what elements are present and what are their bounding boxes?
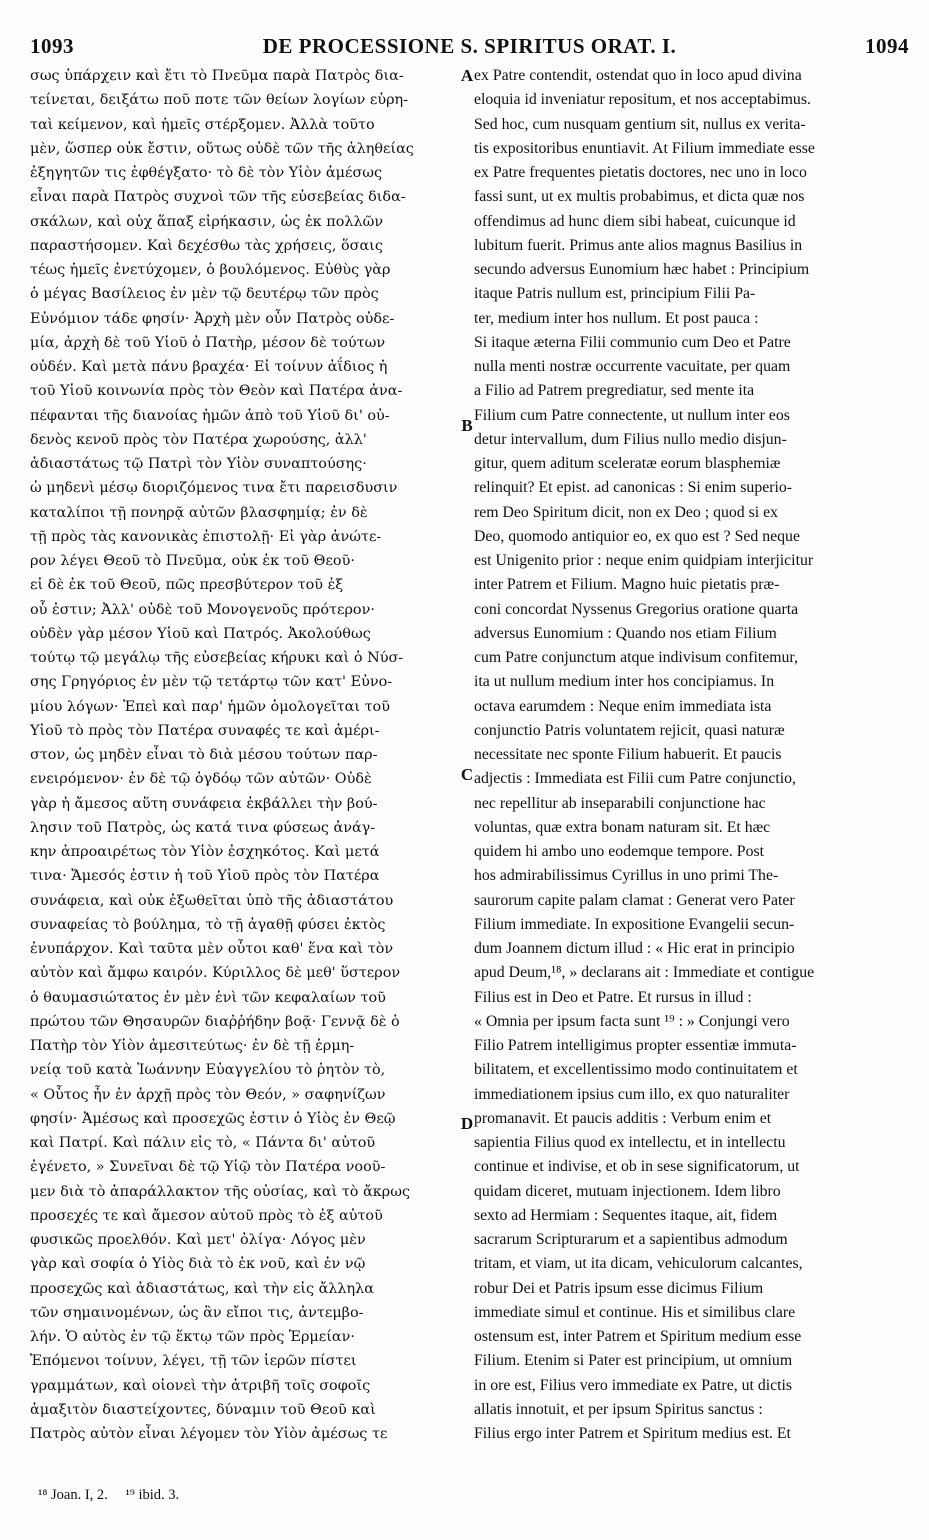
- latin-text-line: Filium immediate. In expositione Evangelii secun-: [474, 915, 795, 933]
- latin-text-line: quidam diceret, mutuam injectionem. Idem libro: [474, 1182, 781, 1200]
- page-number-right: 1094: [865, 34, 909, 58]
- greek-text-line: εἰ δὲ ἐκ τοῦ Θεοῦ, πῶς πρεσβύτερον τοῦ ἐξ: [30, 577, 344, 594]
- latin-text-line: immediate simul et continue. His et similibus clare: [474, 1303, 796, 1321]
- greek-text-line: τείνεται, δειξάτω ποῦ ποτε τῶν θείων λογίων εὑρη-: [30, 92, 409, 109]
- latin-text-line: sexto ad Hermiam : Sequentes itaque, ait, fidem: [474, 1206, 778, 1224]
- latin-text-line: apud Deum,¹⁸, » declarans ait : Immediate et contigue: [474, 964, 815, 982]
- greek-text-line: τῶν σημαινομένων, ὡς ἂν εἴποι τις, ἀντεμβο-: [30, 1304, 364, 1321]
- greek-text-line: προσεχῶς καὶ ἀδιαστάτως, καὶ τὴν εἰς ἄλληλα: [30, 1280, 375, 1297]
- latin-text-line: in ore est, Filius vero immediate ex Patre, ut dictis: [474, 1376, 793, 1394]
- greek-text-line: μίου λόγων· Ἐπεὶ καὶ παρ' ἡμῶν ὁμολογεῖται τοῦ: [30, 698, 390, 715]
- greek-text-line: συναφείας τὸ βούλημα, τὸ τῇ ἀγαθῇ φύσει ἐκτὸς: [30, 916, 386, 933]
- greek-text-line: τούτῳ τῷ μεγάλῳ τῆς εὐσεβείας κήρυκι καὶ ὁ Νύσ-: [30, 650, 404, 666]
- latin-text-line: ex Patre contendit, ostendat quo in loco apud divina: [474, 67, 802, 84]
- greek-text-line: εἶναι παρὰ Πατρὸς συχνοὶ τῶν τῆς εὐσεβείας διδα-: [30, 189, 406, 206]
- latin-text-line: allatis innotuit, et per ipsum Spiritus sanctus :: [474, 1400, 763, 1418]
- latin-text-line: Deo, quomodo antiquior eo, ex quo est ? Sed neque: [474, 527, 800, 545]
- latin-text-line: bilitatem, et excellentissimo modo continuitatem et: [474, 1061, 798, 1079]
- greek-text-line: Εὐνόμιον τάδε φησίν· Ἀρχὴ μὲν οὖν Πατρὸς οὐδε-: [30, 310, 395, 327]
- latin-text-line: Filium. Etenim si Pater est principium, ut omnium: [474, 1352, 793, 1370]
- greek-text-line: φυσικῶς προελθόν. Καὶ μετ' ὀλίγα· Λόγος μὲν: [30, 1232, 366, 1248]
- greek-text-line: τοῦ Υἱοῦ κοινωνία πρὸς τὸν Θεὸν καὶ Πατέρα ἀνα-: [30, 383, 403, 400]
- greek-text-line: σης Γρηγόριος ἐν μὲν τῷ τετάρτῳ τῶν κατ' Εὐνο-: [30, 674, 393, 691]
- latin-text-line: saurorum capite palam clamat : Generat vero Pater: [474, 891, 795, 909]
- greek-text-line: ὁ θαυμασιώτατος ἐν μὲν ἑνὶ τῶν κεφαλαίων τοῦ: [30, 989, 386, 1006]
- footnotes: [38, 1487, 193, 1504]
- latin-text-line: ex Patre frequentes pietatis doctores, nec uno in loco: [474, 164, 807, 181]
- greek-text-line: ἐνυπάρχον. Καὶ ταῦτα μὲν οὗτοι καθ' ἕνα καὶ τὸν: [30, 941, 394, 957]
- greek-text-line: ενειρόμενον· ἐν δὲ τῷ ὀγδόῳ τῶν αὐτῶν· Οὐδὲ: [30, 771, 372, 788]
- greek-text-line: συνάφεια, καὶ οὐκ ἐξωθεῖται ὑπὸ τῆς ἀδιαστάτου: [30, 892, 394, 909]
- greek-text-line: προσεχές τε καὶ ἄμεσον αὐτοῦ πρὸς τὸ ἐξ αὐτοῦ: [30, 1207, 383, 1224]
- latin-text-line: detur intervallum, dum Filius nullo medio disjun-: [474, 430, 787, 448]
- greek-text-line: κην ἀπροαιρέτως τὸν Υἱὸν ἐσχηκότος. Καὶ μετά: [30, 844, 380, 860]
- greek-text-line: ὡ μηδενὶ μέσῳ διοριζόμενος τινα ἔτι παρεισδυσιν: [30, 480, 398, 497]
- latin-text-line: octava earumdem : Neque enim immediata ista: [474, 697, 772, 715]
- latin-text-line: fassi sunt, ut ex multis probabimus, et dicta quæ nos: [474, 188, 805, 206]
- running-title: DE PROCESSIONE S. SPIRITUS ORAT. I.: [262, 34, 677, 58]
- greek-text-line: οὐδὲν γὰρ μέσον Υἱοῦ καὶ Πατρός. Ἀκολούθως: [30, 625, 371, 642]
- latin-text-line: tritam, et viam, ut ita dicam, vehiculorum calcantes,: [474, 1255, 803, 1273]
- greek-text-line: δενὸς κενοῦ πρὸς τὸν Πατέρα χωρούσης, ἀλλ': [30, 431, 367, 448]
- latin-text-line: tis expositoribus enuntiavit. At Filium immediate esse: [474, 139, 815, 157]
- latin-text-line: voluntas, quæ extra bonam naturam sit. Et hæc: [474, 818, 771, 836]
- latin-text-line: adjectis : Immediata est Filii cum Patre conjunctio,: [474, 770, 797, 788]
- latin-text-line: continue et indivise, et ob in sese significatorum, ut: [474, 1158, 800, 1176]
- latin-text-line: rem Deo Spiritum dicit, non ex Deo ; quod si ex: [474, 503, 779, 521]
- greek-text-line: νείᾳ τοῦ κατὰ Ἰωάννην Εὐαγγελίου τὸ ῥητὸν τὸ,: [30, 1062, 386, 1079]
- greek-text-line: οὐδέν. Καὶ μετὰ πάνυ βραχέα· Εἰ τοίνυν ἀΐδιος ἡ: [30, 359, 388, 375]
- latin-text-line: nec repellitur ab inseparabili conjunctione hac: [474, 794, 766, 812]
- greek-text-line: πρώτου τῶν Θησαυρῶν διαῤῥήδην βοᾷ· Γεννᾷ δὲ ὁ: [30, 1013, 400, 1030]
- greek-text-line: φησίν· Ἀμέσως καὶ προσεχῶς ἐστιν ὁ Υἱὸς ἐν Θεῷ: [30, 1110, 396, 1127]
- latin-text-line: lubitum fuerit. Primus ante alios magnus Basilius in: [474, 236, 803, 254]
- latin-text-line: adversus Eunomium : Quando nos etiam Filium: [474, 624, 777, 642]
- greek-text-line: ἁμαξιτὸν διαστείχοντες, δύναμιν τοῦ Θεοῦ καὶ: [30, 1401, 376, 1418]
- greek-text-line: μία, ἀρχὴ δὲ τοῦ Υἱοῦ ὁ Πατὴρ, μέσον δὲ τούτων: [30, 334, 386, 351]
- latin-text-line: Filium cum Patre connectente, ut nullum inter eos: [474, 406, 790, 424]
- greek-text-line: « Οὗτος ἦν ἐν ἀρχῇ πρὸς τὸν Θεόν, » σαφηνίζων: [30, 1086, 386, 1103]
- greek-text-line: γὰρ καὶ σοφία ὁ Υἱὸς διὰ τὸ ἐκ νοῦ, καὶ ἐν νῷ: [30, 1256, 366, 1273]
- latin-text-line: necessitate nec sponte Filium habuerit. Et paucis: [474, 746, 782, 763]
- greek-text-line: γὰρ ἡ ἄμεσος αὕτη συνάφεια ἐκβάλλει τὴν βού-: [30, 795, 378, 812]
- page-header: [30, 34, 909, 60]
- greek-text-line: ἐγένετο, » Συνεῖναι δὲ τῷ Υἱῷ τὸν Πατέρα νοοῦ-: [30, 1159, 386, 1176]
- latin-text-line: ostensum est, inter Patrem et Spiritum medium esse: [474, 1328, 802, 1345]
- latin-text-line: eloquia id inveniatur repositum, et nos acceptabimus.: [474, 91, 811, 109]
- latin-text-column: [474, 64, 912, 1454]
- latin-text-line: coni concordat Nyssenus Gregorius oratione quarta: [474, 600, 799, 618]
- footnote-19: ¹⁹ ibid. 3.: [125, 1487, 180, 1503]
- greek-text-line: Υἱοῦ τὸ πρὸς τὸν Πατέρα συναφές τε καὶ ἀμέρι-: [30, 722, 380, 739]
- latin-text-line: sapientia Filius quod ex intellectu, et in intellectu: [474, 1134, 786, 1151]
- latin-text-line: ita ut nullum medium inter hos concipiamus. In: [474, 673, 775, 691]
- greek-text-line: Ἑπόμενοι τοίνυν, λέγει, τῇ τῶν ἱερῶν πίστει: [30, 1353, 357, 1370]
- page-number-left: 1093: [30, 34, 74, 58]
- greek-text-line: Πατρὸς αὐτὸν εἶναι λέγομεν τὸν Υἱὸν ἀμέσως τε: [30, 1426, 388, 1442]
- greek-text-line: παραστήσομεν. Καὶ δεχέσθω τὰς χρήσεις, ὅσαις: [30, 237, 383, 254]
- latin-text-line: nulla menti nostræ occurrente vacuitate, per quam: [474, 358, 791, 375]
- latin-text-line: Filius est in Deo et Patre. Et rursus in illud :: [474, 988, 752, 1006]
- latin-text-line: Filio Patrem intelligimus propter essentiæ immuta-: [474, 1037, 797, 1054]
- latin-text-line: immediationem ipsius cum illo, ex quo naturaliter: [474, 1085, 790, 1103]
- latin-text-line: dum Joannem dictum illud : « Hic erat in principio: [474, 940, 795, 957]
- greek-text-line: μεν διὰ τὸ ἀπαράλλακτον τῆς οὐσίας, καὶ τὸ ἄκρως: [30, 1183, 411, 1200]
- greek-text-line: μὲν, ὥσπερ οὐκ ἔστιν, οὕτως οὐδὲ τῶν τῆς ἀληθείας: [30, 140, 414, 157]
- greek-text-line: γραμμάτων, καὶ οἱονεὶ τὴν ἀτριβῆ τοῖς σοφοῖς: [30, 1377, 371, 1394]
- latin-text-line: Si itaque æterna Filii communio cum Deo et Patre: [474, 333, 791, 351]
- section-marker-a: A: [460, 66, 474, 85]
- greek-text-line: τέως ἡμεῖς ἐνετύχομεν, ὁ βουλόμενος. Εὐθὺς γὰρ: [30, 262, 391, 278]
- greek-text-line: λήν. Ὁ αὐτὸς ἐν τῷ ἕκτῳ τῶν πρὸς Ἑρμείαν·: [30, 1329, 355, 1345]
- latin-text-line: gitur, quem aditum sceleratæ eorum blasphemiæ: [474, 455, 781, 472]
- latin-text-line: inter Patrem et Filium. Magno huic pietatis præ-: [474, 576, 780, 594]
- latin-text-line: promanavit. Et paucis additis : Verbum enim et: [474, 1109, 772, 1127]
- greek-text-line: σως ὑπάρχειν καὶ ἔτι τὸ Πνεῦμα παρὰ Πατρὸς δια-: [30, 68, 404, 84]
- latin-text-line: « Omnia per ipsum facta sunt ¹⁹ : » Conjungi vero: [474, 1012, 790, 1030]
- greek-text-line: Πατὴρ τὸν Υἱὸν ἀμεσιτεύτως· ἐν δὲ τῇ ἑρμη-: [30, 1038, 355, 1054]
- greek-text-line: τινα· Ἄμεσός ἐστιν ἡ τοῦ Υἱοῦ πρὸς τὸν Πατέρα: [30, 868, 380, 885]
- footnote-18: ¹⁸ Joan. I, 2.: [38, 1487, 108, 1503]
- greek-text-line: καὶ Πατρί. Καὶ πάλιν εἰς τὸ, « Πάντα δι' αὐτοῦ: [30, 1135, 376, 1151]
- latin-text-line: hos admirabilissimus Cyrillus in uno primi The-: [474, 867, 779, 885]
- greek-text-line: τῇ πρὸς τὰς κανονικὰς ἐπιστολῇ· Εἰ γὰρ ἀνώτε-: [30, 528, 382, 545]
- greek-text-line: ἀδιαστάτως τῷ Πατρὶ τὸν Υἱὸν συναπτούσης·: [30, 456, 367, 472]
- latin-text-line: Sed hoc, cum nusquam gentium sit, nullus ex verita-: [474, 115, 806, 133]
- greek-text-line: αὐτὸν καὶ ἄμφω καιρόν. Κύριλλος δὲ μεθ' ὕστερον: [30, 965, 401, 982]
- latin-text-line: sacrarum Scripturarum et a sapientibus admodum: [474, 1231, 788, 1248]
- greek-text-line: στον, ὡς μηδὲν εἶναι τὸ διὰ μέσου τούτων παρ-: [30, 747, 378, 763]
- latin-text-line: conjunctio Patris voluntatem rejicit, quasi naturæ: [474, 721, 785, 739]
- greek-text-line: λησιν τοῦ Πατρὸς, ὡς κατά τινα φύσεως ἀνάγ-: [30, 819, 376, 836]
- greek-text-column: [30, 64, 458, 1454]
- latin-text-line: robur Dei et Patris ipsum esse dicimus Filium: [474, 1279, 764, 1297]
- latin-text-line: itaque Patris nullum est, principium Filii Pa-: [474, 285, 756, 303]
- latin-text-line: a Filio ad Patrem pregrediatur, sed mente ita: [474, 382, 755, 400]
- latin-text-line: ter, medium inter hos nullum. Et post pauca :: [474, 309, 759, 327]
- latin-text-line: est Unigenito prior : neque enim quidpiam interjicitur: [474, 552, 814, 569]
- greek-text-line: ρον λέγει Θεοῦ τὸ Πνεῦμα, οὐκ ἐκ τοῦ Θεοῦ·: [30, 553, 355, 569]
- greek-text-line: ὁ μέγας Βασίλειος ἐν μὲν τῷ δευτέρῳ τῶν πρὸς: [30, 286, 379, 303]
- greek-text-line: σκάλων, καὶ οὐχ ἅπαξ εἰρήκασιν, ὡς ἐκ πολλῶν: [30, 213, 384, 230]
- greek-text-line: πέφανται τῆς διανοίας ἡμῶν ἀπὸ τοῦ Υἱοῦ δι' οὐ-: [30, 407, 390, 424]
- section-marker-b: B: [461, 416, 473, 435]
- latin-text-line: cum Patre conjunctum atque indivisum confitemur,: [474, 649, 799, 666]
- latin-text-line: relinquit? Et epist. ad canonicas : Si enim superio-: [474, 479, 793, 497]
- greek-text-line: καταλίποι τῇ πονηρᾷ αὐτῶν βλασφημίᾳ; ἐν δὲ: [30, 504, 368, 521]
- section-marker-d: D: [460, 1114, 474, 1133]
- greek-text-line: οὗ ἐστιν; Ἀλλ' οὐδὲ τοῦ Μονογενοῦς πρότερον·: [30, 601, 375, 618]
- section-marker-c: C: [460, 765, 474, 784]
- latin-text-line: Filius ergo inter Patrem et Spiritum medius est. Et: [474, 1425, 791, 1442]
- greek-text-line: ἐξηγητῶν τις ἐφθέγξατο· τὸ δὲ τὸν Υἱὸν ἀμέσως: [30, 165, 383, 181]
- greek-text-line: ταὶ κείμενον, καὶ ἡμεῖς στέρξομεν. Ἀλλὰ τοῦτο: [30, 116, 375, 133]
- latin-text-line: quidem hi ambo uno eodemque tempore. Post: [474, 843, 764, 860]
- latin-text-line: offendimus ad hunc diem sibi habeat, cuicunque id: [474, 212, 796, 230]
- latin-text-line: secundo adversus Eunomium hæc habet : Principium: [474, 261, 810, 278]
